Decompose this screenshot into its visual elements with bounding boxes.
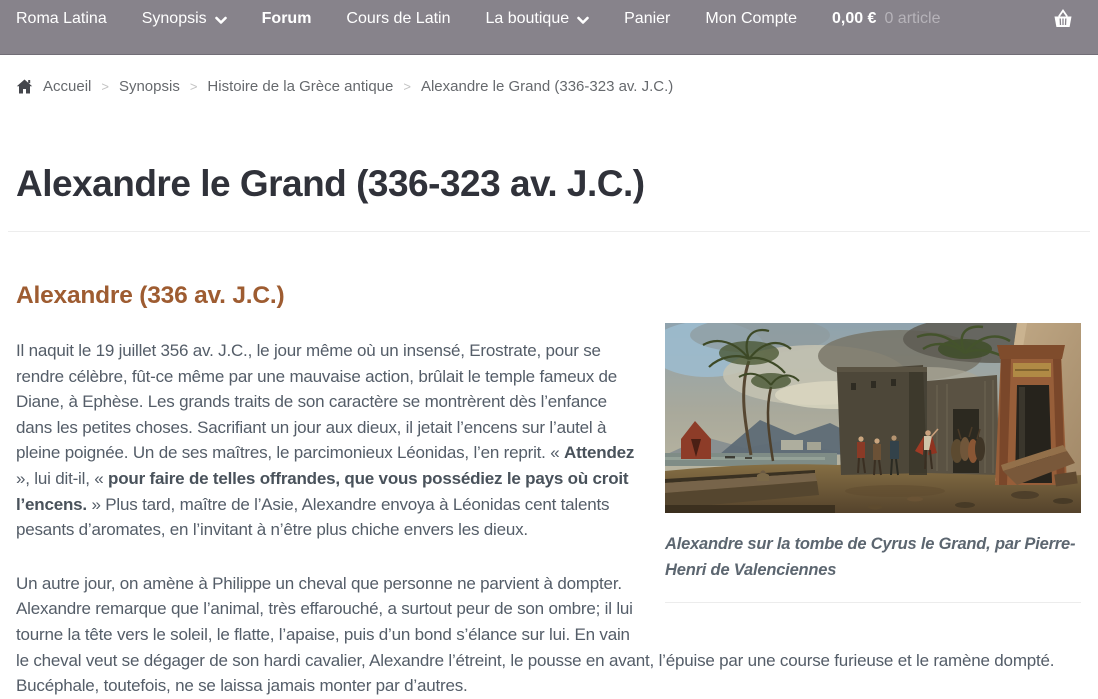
article-content: [0, 282, 1098, 699]
breadcrumb-link-accueil[interactable]: Accueil: [43, 78, 91, 95]
breadcrumb-separator: >: [403, 79, 411, 94]
cart-item-count: 0 article: [884, 10, 940, 28]
nav-item-roma-latina[interactable]: [16, 7, 107, 31]
chevron-down-icon: [577, 16, 589, 25]
nav-item-label: Forum: [262, 10, 312, 28]
breadcrumb-separator: >: [190, 79, 198, 94]
section-heading: Alexandre (336 av. J.C.): [16, 282, 1081, 310]
nav-item-forum[interactable]: [262, 7, 312, 31]
cart-summary[interactable]: [832, 7, 1083, 31]
paragraph-bold-text: pour faire de telles offrandes, que vous possédiez le pays où croit l’encens.: [16, 469, 628, 514]
nav-item-synopsis[interactable]: [142, 7, 227, 31]
figure-caption: Alexandre sur la tombe de Cyrus le Grand, par Pierre-Henri de Valenciennes: [665, 531, 1081, 603]
nav-item-label: Panier: [624, 10, 670, 28]
basket-icon[interactable]: [1052, 9, 1074, 29]
painting-alexandre-tombe-cyrus: [665, 323, 1081, 513]
cart-total: 0,00 €: [832, 10, 876, 28]
breadcrumb-separator: >: [101, 79, 109, 94]
breadcrumb: [0, 55, 1098, 95]
home-icon[interactable]: [16, 79, 33, 94]
paragraph-bold-text: Attendez: [564, 443, 634, 462]
title-divider: [8, 231, 1090, 232]
nav-item-label: Synopsis: [142, 10, 207, 28]
nav-item-label: Roma Latina: [16, 10, 107, 28]
paragraph-text: » Plus tard, maître de l’Asie, Alexandre envoya à Léonidas cent talents pesants d’aromates, en l’invitant à n’être plus chiche envers les dieux.: [16, 495, 609, 540]
breadcrumb-current-page: Alexandre le Grand (336-323 av. J.C.): [421, 78, 673, 95]
nav-item-label: La boutique: [485, 10, 569, 28]
top-navigation-bar: [0, 0, 1098, 55]
nav-item-label: Cours de Latin: [346, 10, 450, 28]
nav-item-la-boutique[interactable]: [485, 7, 589, 31]
nav-item-cours-de-latin[interactable]: [346, 7, 450, 31]
paragraph-2: Un autre jour, on amène à Philippe un cheval que personne ne parvient à dompter. Alexandre remarque que l’animal, très effarouché, a surtout peur de son ombre; il lui tourne la tête vers le soleil, le flatte, l’apaise, puis d’un bond s’élance sur lui. En vain le cheval veut se dégager de son hardi cavalier, Alexandre l’étreint, le pousse en avant, l’épuise par une course furieuse et le ramène dompté. Bucéphale, toutefois, ne se laissa jamais monter par d’autres.: [16, 571, 1081, 699]
nav-item-label: Mon Compte: [705, 10, 797, 28]
article-figure: [665, 323, 1081, 603]
breadcrumb-link-synopsis[interactable]: Synopsis: [119, 78, 180, 95]
paragraph-text: Il naquit le 19 juillet 356 av. J.C., le jour même où un insensé, Erostrate, pour se rendre célèbre, fût-ce même par une mauvaise action, brûlait le temple fameux de Diane, à Ephèse. Les grands traits de son caractère se montrèrent dès l’enfance dans les petites choses. Sacrifiant un jour aux dieux, il jetait l’encens sur l’autel à pleine poignée. Un de ses maîtres, le parcimonieux Léonidas, l’en reprit. «: [16, 341, 617, 462]
page-title: Alexandre le Grand (336-323 av. J.C.): [16, 165, 1082, 202]
nav-item-mon-compte[interactable]: [705, 7, 797, 31]
chevron-down-icon: [215, 16, 227, 25]
main-nav: [16, 7, 832, 31]
breadcrumb-link-histoire-grece[interactable]: Histoire de la Grèce antique: [207, 78, 393, 95]
nav-item-panier[interactable]: [624, 7, 670, 31]
paragraph-text: », lui dit-il, «: [16, 469, 108, 488]
